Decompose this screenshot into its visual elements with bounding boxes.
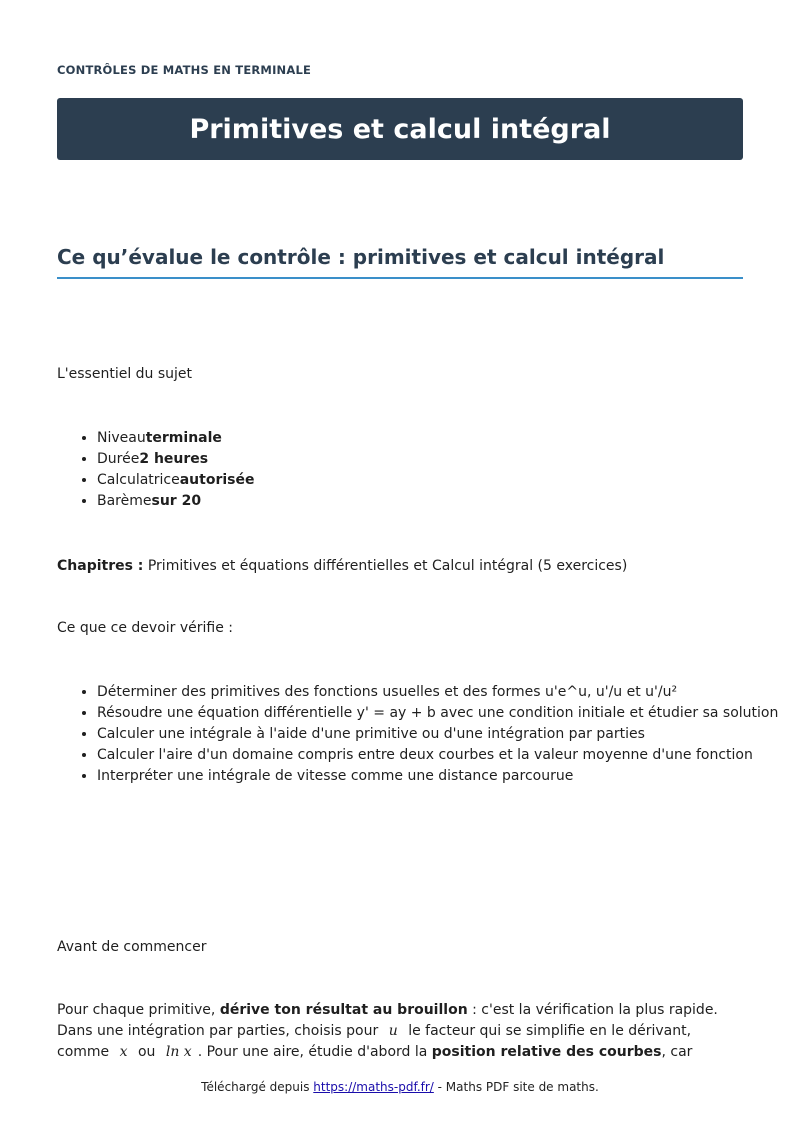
essentiel-list bbox=[57, 428, 783, 512]
essentiel-label: L'essentiel du sujet bbox=[57, 366, 193, 382]
list-item: • Déterminer des primitives des fonctions usuelles et des formes u'e^u, u'/u et u'/u² bbox=[97, 682, 783, 703]
chapitres-text: Primitives et équations différentielles et Calcul intégral (5 exercices) bbox=[147, 558, 628, 574]
math-ln-x: ln x bbox=[165, 1044, 192, 1060]
list-item: • Niveauterminale bbox=[97, 428, 783, 449]
chapitres-line bbox=[57, 556, 743, 577]
section-title: Ce qu’évalue le contrôle : primitives et calcul intégral bbox=[57, 245, 743, 279]
list-item: • Barèmesur 20 bbox=[97, 491, 783, 512]
list-item: • Calculer une intégrale à l'aide d'une primitive ou d'une intégration par parties bbox=[97, 724, 783, 745]
avant-label: Avant de commencer bbox=[57, 939, 207, 955]
list-item: • Résoudre une équation différentielle y' = ay + b avec une condition initiale et étudier sa solution bbox=[97, 703, 783, 724]
title-banner bbox=[57, 98, 743, 160]
avant-paragraph: Pour chaque primitive, dérive ton résultat au brouillon : c'est la vérification la plus rapide. Dans une intégration par parties, choisis pour u le facteur qui se simplifie en le dérivant, comme x ou ln x . Pour une aire, étudie d'abord la position relative des courbes, car bbox=[57, 1002, 718, 1060]
list-item: • Calculer l'aire d'un domaine compris entre deux courbes et la valeur moyenne d'une fonction bbox=[97, 745, 783, 766]
page-footer: Téléchargé depuis https://maths-pdf.fr/ - Maths PDF site de maths. bbox=[201, 1080, 599, 1094]
math-x: x bbox=[119, 1044, 128, 1060]
chapitres-label: Chapitres : bbox=[57, 558, 144, 574]
page-title: Primitives et calcul intégral bbox=[189, 113, 611, 145]
footer-link[interactable]: https://maths-pdf.fr/ bbox=[313, 1080, 434, 1094]
verifie-list bbox=[57, 682, 783, 787]
page-kicker: CONTRÔLES DE MATHS EN TERMINALE bbox=[57, 63, 312, 77]
list-item: • Durée2 heures bbox=[97, 449, 783, 470]
verifie-label: Ce que ce devoir vérifie : bbox=[57, 620, 234, 636]
math-u: u bbox=[388, 1023, 398, 1039]
list-item: • Calculatriceautorisée bbox=[97, 470, 783, 491]
list-item: • Interpréter une intégrale de vitesse comme une distance parcourue bbox=[97, 766, 783, 787]
